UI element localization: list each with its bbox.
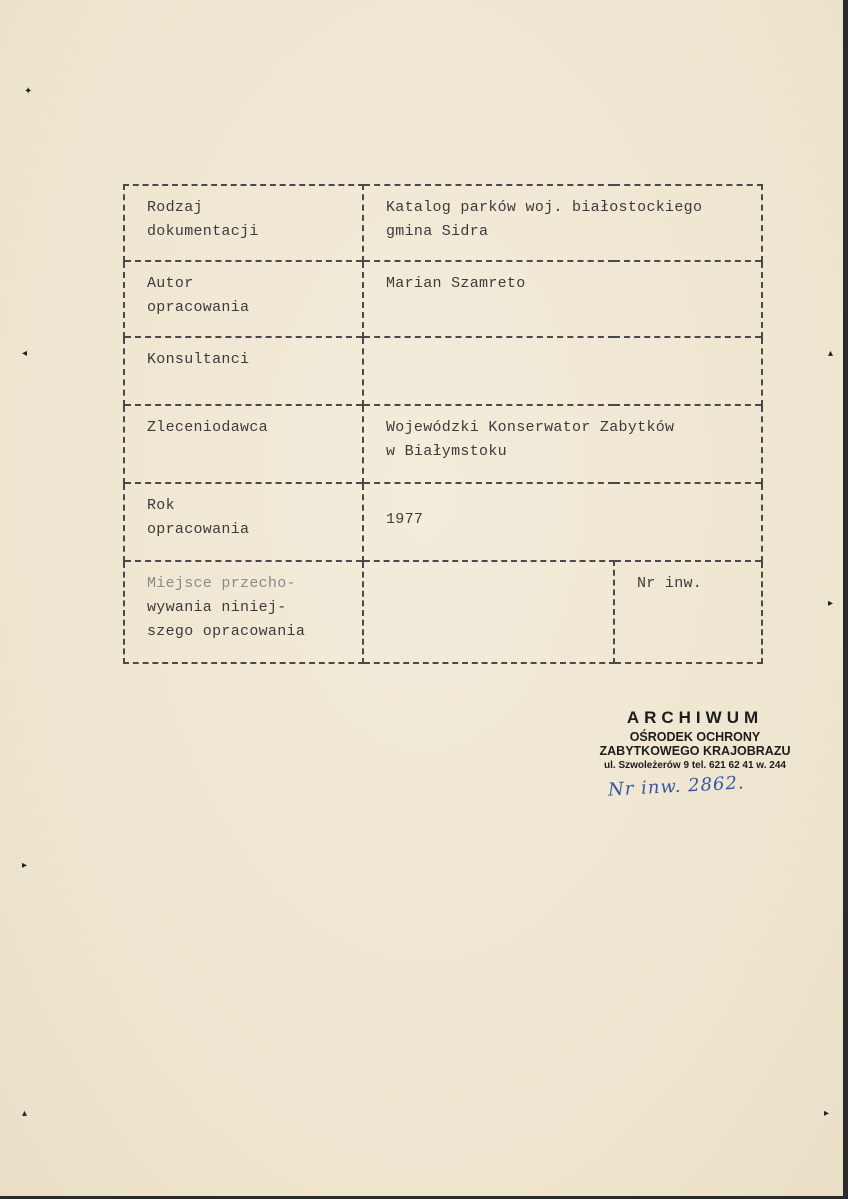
inventory-number-cell [614, 561, 762, 663]
stamp-title: ARCHIWUM [626, 708, 764, 727]
punch-mark: ▴ [22, 1108, 28, 1119]
form-row [124, 405, 762, 483]
form-label: Miejsce przecho- wywania niniej- szego opracowania [124, 561, 363, 663]
form-label: Rodzaj dokumentacji [124, 185, 363, 261]
form-row [124, 561, 762, 663]
form-value [363, 337, 762, 405]
form-value: 1977 [363, 483, 762, 561]
punch-mark: ◂ [22, 348, 28, 359]
punch-mark: ▸ [824, 1108, 830, 1119]
stamp-line: OŚRODEK OCHRONY [629, 730, 761, 744]
form-label: Rok opracowania [124, 483, 363, 561]
form-row [124, 185, 762, 261]
stamp-line: ZABYTKOWEGO KRAJOBRAZU [599, 744, 791, 758]
stamp-address: ul. Szwoleżerów 9 tel. 621 62 41 w. 244 [604, 760, 786, 771]
archive-stamp [590, 708, 800, 771]
punch-mark: ▴ [828, 348, 834, 359]
inventory-number-label: Nr inw. [637, 575, 703, 592]
form-value: Wojewódzki Konserwator Zabytków w Białymstoku [363, 405, 762, 483]
scan-edge-right [843, 0, 848, 1199]
form-row [124, 337, 762, 405]
form-row [124, 483, 762, 561]
form-value: Marian Szamreto [363, 261, 762, 337]
punch-mark: ▸ [828, 598, 834, 609]
form-label: Zleceniodawca [124, 405, 363, 483]
form-row [124, 261, 762, 337]
form-label: Konsultanci [124, 337, 363, 405]
punch-mark: ✦ [24, 86, 33, 97]
handwritten-inventory-note: Nr inw. 2862. [607, 772, 746, 801]
form-value: Katalog parków woj. białostockiego gmina Sidra [363, 185, 762, 261]
form-label: Autor opracowania [124, 261, 363, 337]
form-value [363, 561, 614, 663]
punch-mark: ▸ [22, 860, 28, 871]
document-form-table [123, 184, 763, 664]
